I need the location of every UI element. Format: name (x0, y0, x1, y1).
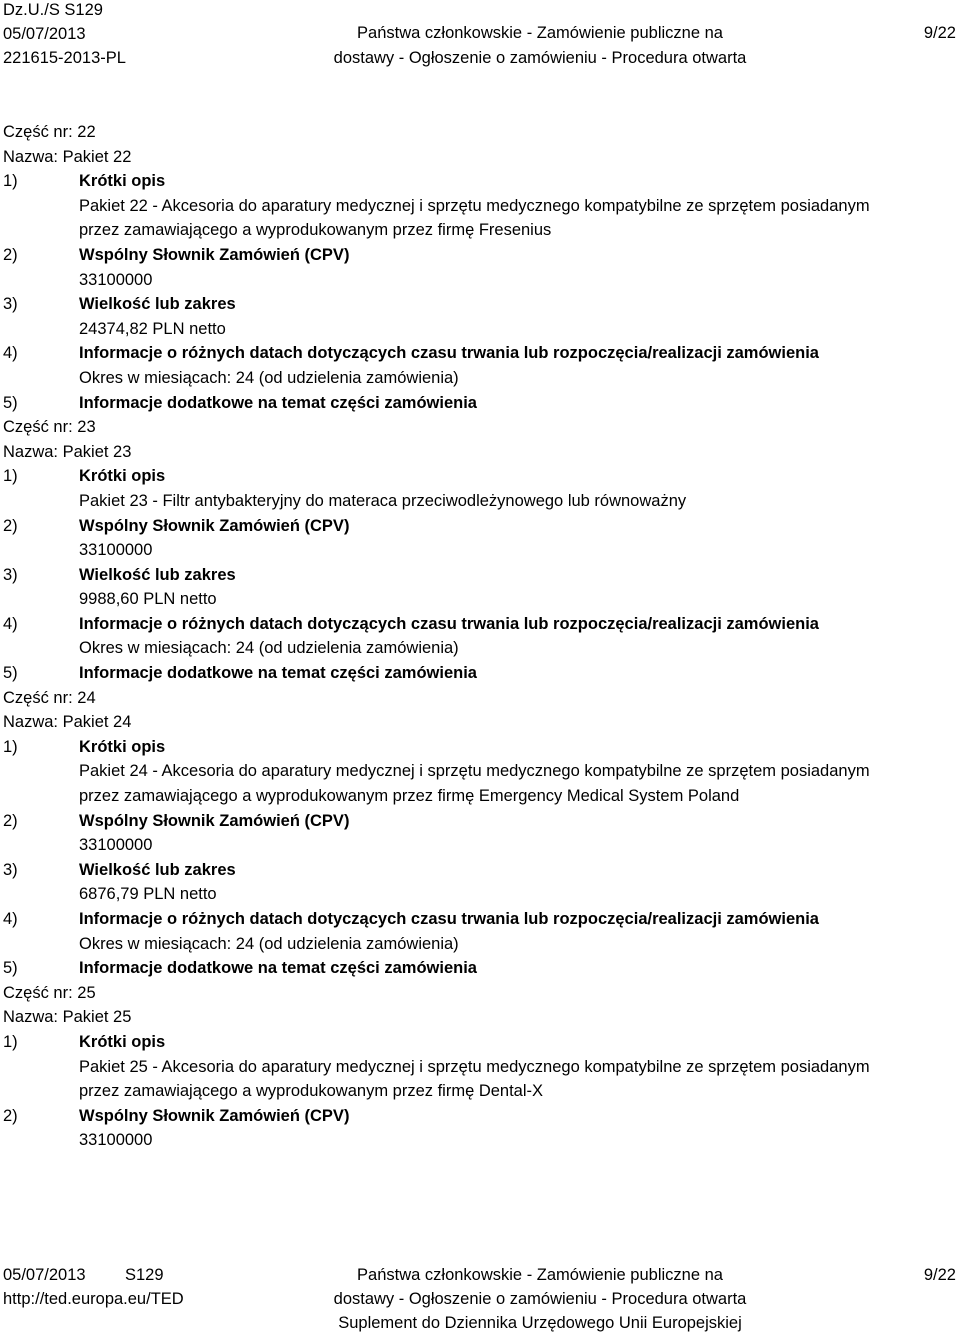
part-description: przez zamawiającego a wyprodukowanym przez firmę Fresenius (79, 221, 552, 240)
section-heading: 2) Wspólny Słownik Zamówień (CPV) (3, 1106, 350, 1125)
part-description: Pakiet 24 - Akcesoria do aparatury medycznej i sprzętu medycznego kompatybilne ze sprzętem posiadanym (79, 762, 870, 781)
part-name: Nazwa: Pakiet 22 (3, 147, 132, 166)
part-section (3, 120, 960, 415)
part-section (3, 686, 960, 981)
part-number: Część nr: 23 (3, 418, 96, 437)
part-number: Część nr: 22 (3, 123, 96, 141)
part-description: Pakiet 23 - Filtr antybakteryjny do materaca przeciwodleżynowego lub równoważny (79, 491, 687, 510)
part-name: Nazwa: Pakiet 25 (3, 1008, 132, 1027)
part-description: przez zamawiającego a wyprodukowanym przez firmę Emergency Medical System Poland (79, 787, 740, 806)
part-description: Pakiet 25 - Akcesoria do aparatury medycznej i sprzętu medycznego kompatybilne ze sprzętem posiadanym (79, 1057, 870, 1076)
part-description: przez zamawiającego a wyprodukowanym przez firmę Dental-X (79, 1082, 544, 1101)
section-heading: 5) Informacje dodatkowe na temat części zamówienia (3, 664, 477, 683)
section-heading: 1) Krótki opis (3, 467, 166, 486)
part-description: Pakiet 22 - Akcesoria do aparatury medycznej i sprzętu medycznego kompatybilne ze sprzętem posiadanym (79, 196, 870, 215)
part-value: 9988,60 PLN netto (79, 590, 217, 609)
footer-meta (3, 1263, 184, 1311)
part-period: Okres w miesiącach: 24 (od udzielenia zamówienia) (79, 368, 459, 387)
part-period: Okres w miesiącach: 24 (od udzielenia zamówienia) (79, 934, 459, 953)
section-heading: 5) Informacje dodatkowe na temat części zamówienia (3, 959, 477, 978)
cpv-code: 33100000 (79, 541, 153, 560)
section-heading: 3) Wielkość lub zakres (3, 295, 236, 314)
section-heading: 1) Krótki opis (3, 172, 166, 191)
document-body (3, 120, 960, 1153)
footer-title: Państwa członkowskie - Zamówienie publiczne na dostawy - Ogłoszenie o zamówieniu - Procedura otwarta Suplement do Dziennika Urzędowego Unii Europejskiej (333, 1266, 747, 1332)
footer-date: 05/07/2013 (3, 1266, 86, 1284)
section-heading: 5) Informacje dodatkowe na temat części zamówienia (3, 393, 477, 412)
section-heading: 4) Informacje o różnych datach dotyczących czasu trwania lub rozpoczęcia/realizacji zamówienia (3, 910, 819, 928)
section-heading: 2) Wspólny Słownik Zamówień (CPV) (3, 811, 350, 830)
section-heading: 1) Krótki opis (3, 1032, 166, 1051)
document-id: 221615-2013-PL (3, 49, 126, 67)
footer-page-number: 9/22 (923, 1266, 956, 1284)
section-heading: 3) Wielkość lub zakres (3, 565, 236, 584)
part-section (3, 981, 960, 1153)
part-number: Część nr: 25 (3, 983, 96, 1002)
section-heading: 3) Wielkość lub zakres (3, 860, 236, 879)
part-section (3, 415, 960, 686)
part-period: Okres w miesiącach: 24 (od udzielenia zamówienia) (79, 639, 459, 658)
cpv-code: 33100000 (79, 270, 153, 289)
cpv-code: 33100000 (79, 836, 153, 855)
header-page-number: 9/22 (923, 24, 956, 42)
section-heading: 1) Krótki opis (3, 737, 166, 756)
section-heading: 2) Wspólny Słownik Zamówień (CPV) (3, 245, 350, 264)
part-name: Nazwa: Pakiet 23 (3, 442, 132, 461)
footer-publication: S129 (125, 1266, 164, 1284)
section-heading: 2) Wspólny Słownik Zamówień (CPV) (3, 516, 350, 535)
section-heading: 4) Informacje o różnych datach dotyczących czasu trwania lub rozpoczęcia/realizacji zamówienia (3, 344, 819, 363)
header-title: Państwa członkowskie - Zamówienie publiczne na dostawy - Ogłoszenie o zamówieniu - Procedura otwarta (333, 24, 747, 67)
part-value: 24374,82 PLN netto (79, 319, 226, 338)
part-name: Nazwa: Pakiet 24 (3, 713, 132, 732)
cpv-code: 33100000 (79, 1131, 153, 1150)
header-date: 05/07/2013 (3, 25, 86, 43)
journal-ref: Dz.U./S S129 (3, 1, 103, 19)
footer-url[interactable]: http://ted.europa.eu/TED (3, 1290, 184, 1308)
section-heading: 4) Informacje o różnych datach dotyczących czasu trwania lub rozpoczęcia/realizacji zamówienia (3, 614, 819, 633)
part-value: 6876,79 PLN netto (79, 885, 217, 904)
header-meta (3, 0, 126, 70)
part-number: Część nr: 24 (3, 688, 96, 707)
